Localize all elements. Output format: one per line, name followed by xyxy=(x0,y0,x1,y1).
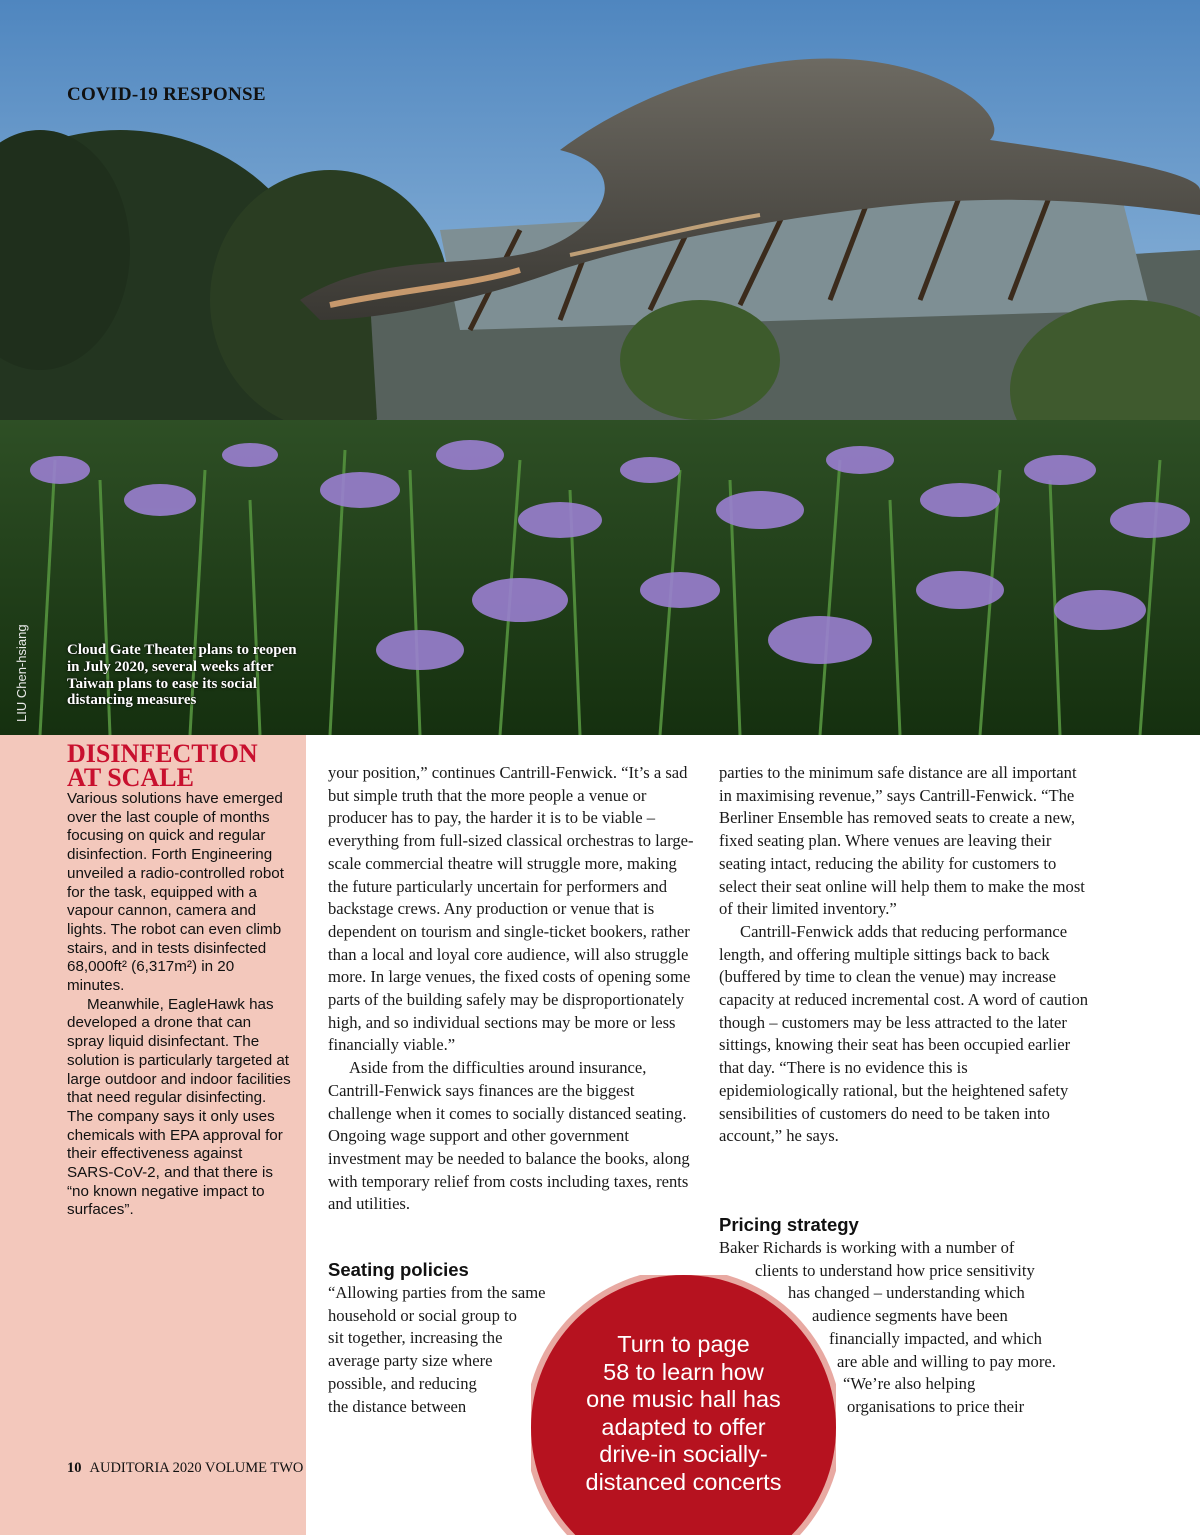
col1-paragraph-1: your position,” continues Cantrill-Fenwick. “It’s a sad but simple truth that the more people a venue or producer has to pay, the harder it is to be viable – everything from full-sized classical orchestras to large-scale commercial theatre will struggle more, making the future particularly uncertain for performers and backstage crews. Any production or venue that is dependent on tourism and single-ticket bookers, rather than a local and loyal core audience, will also struggle more. In large venues, the fixed costs of opening some parts of the building safely may be disproportionately high, and so individual sections may be more or less financially viable.” xyxy=(328,763,694,1055)
col1-line: household or social group to xyxy=(328,1305,517,1325)
sidebar-title-line2: AT SCALE xyxy=(67,763,194,792)
pull-quote-line: 58 to learn how xyxy=(603,1358,764,1385)
col2-line: are able and willing to pay more. xyxy=(837,1351,1056,1371)
pull-quote-line: drive-in socially- xyxy=(599,1441,768,1467)
col2-line: financially impacted, and which xyxy=(829,1328,1042,1348)
sidebar-paragraph-1: Various solutions have emerged over the last couple of months focusing on quick and regular disinfection. Forth Engineering unveiled a radio-controlled robot for the task, equipped with a vapour cannon, camera and lights. The robot can even climb stairs, and in tests disinfected 68,000ft² (6,317m²) in 20 minutes. xyxy=(67,790,284,995)
col1-line: average party size where xyxy=(328,1351,493,1371)
sidebar-title xyxy=(67,739,297,792)
col2-line: organisations to price their xyxy=(847,1396,1025,1416)
col2-line: “We’re also helping xyxy=(843,1374,976,1394)
section-label: COVID-19 RESPONSE xyxy=(67,84,266,105)
col1-line: the distance between xyxy=(328,1396,467,1416)
pull-quote-text xyxy=(531,1331,836,1496)
col2-line: has changed – understanding which xyxy=(788,1283,1025,1303)
col2-line: clients to understand how price sensitivity xyxy=(755,1260,1035,1280)
article-column-1 xyxy=(328,762,700,1216)
photo-caption: Cloud Gate Theater plans to reopen in July 2020, several weeks after Taiwan plans to ease its social distancing measures xyxy=(67,642,297,709)
pull-quote-line: adapted to offer xyxy=(601,1413,766,1440)
publication-name: AUDITORIA 2020 VOLUME TWO xyxy=(89,1460,304,1476)
page-number: 10 xyxy=(67,1460,82,1476)
photo-credit: LIU Chen-hsiang xyxy=(14,624,29,722)
col2-line: audience segments have been xyxy=(812,1306,1008,1326)
col2-paragraph-2: Cantrill-Fenwick adds that reducing performance length, and offering multiple sittings back to back (buffered by time to clean the venue) may increase capacity at reduced incremental cost. A word of caution though – customers may be less attracted to the later sittings, knowing their seat has been occupied earlier that day. “There is no evidence this is epidemiologically rational, but the heightened safety sensibilities of customers do need to be taken into account,” he says. xyxy=(719,921,1089,1146)
hero-photo xyxy=(0,0,1200,735)
pull-quote-line: Turn to page xyxy=(617,1331,750,1357)
pull-quote-line: one music hall has xyxy=(586,1386,781,1412)
pull-quote-circle xyxy=(531,1275,836,1535)
col1-paragraph-2: Aside from the difficulties around insurance, Cantrill-Fenwick says finances are the biggest challenge when it comes to socially distanced seating. Ongoing wage support and other government investment may be needed to balance the books, along with temporary relief from costs including taxes, rents and utilities. xyxy=(328,1058,690,1214)
sidebar-title-line1: DISINFECTION xyxy=(67,739,258,768)
theater-photo-illustration xyxy=(0,0,1200,735)
col1-line: possible, and reducing xyxy=(328,1373,477,1393)
sidebar-body xyxy=(67,790,292,1220)
article-column-2 xyxy=(719,762,1091,1148)
sidebar-paragraph-2: Meanwhile, EagleHawk has developed a drone that can spray liquid disinfectant. The solution is particularly targeted at large outdoor and indoor facilities that need regular disinfecting. The company says it only uses chemicals with EPA approval for their effectiveness against SARS-CoV-2, and that there is “no known negative impact to surfaces”. xyxy=(67,995,291,1219)
col1-line: “Allowing parties from the same xyxy=(328,1283,546,1302)
subhead-seating-policies: Seating policies xyxy=(328,1259,469,1280)
col2-line: Baker Richards is working with a number of xyxy=(719,1238,1015,1257)
pull-quote-line: distanced concerts xyxy=(585,1468,782,1495)
subhead-pricing-strategy: Pricing strategy xyxy=(719,1214,859,1235)
col1-line: sit together, increasing the xyxy=(328,1328,503,1348)
col2-paragraph-1: parties to the minimum safe distance are all important in maximising revenue,” says Cantrill-Fenwick. “The Berliner Ensemble has removed seats to create a new, fixed seating plan. Where venues are leaving their seating intact, reducing the ability for customers to select their seat online will help them to make the most of their limited inventory.” xyxy=(719,763,1085,919)
page-footer xyxy=(67,1460,303,1477)
